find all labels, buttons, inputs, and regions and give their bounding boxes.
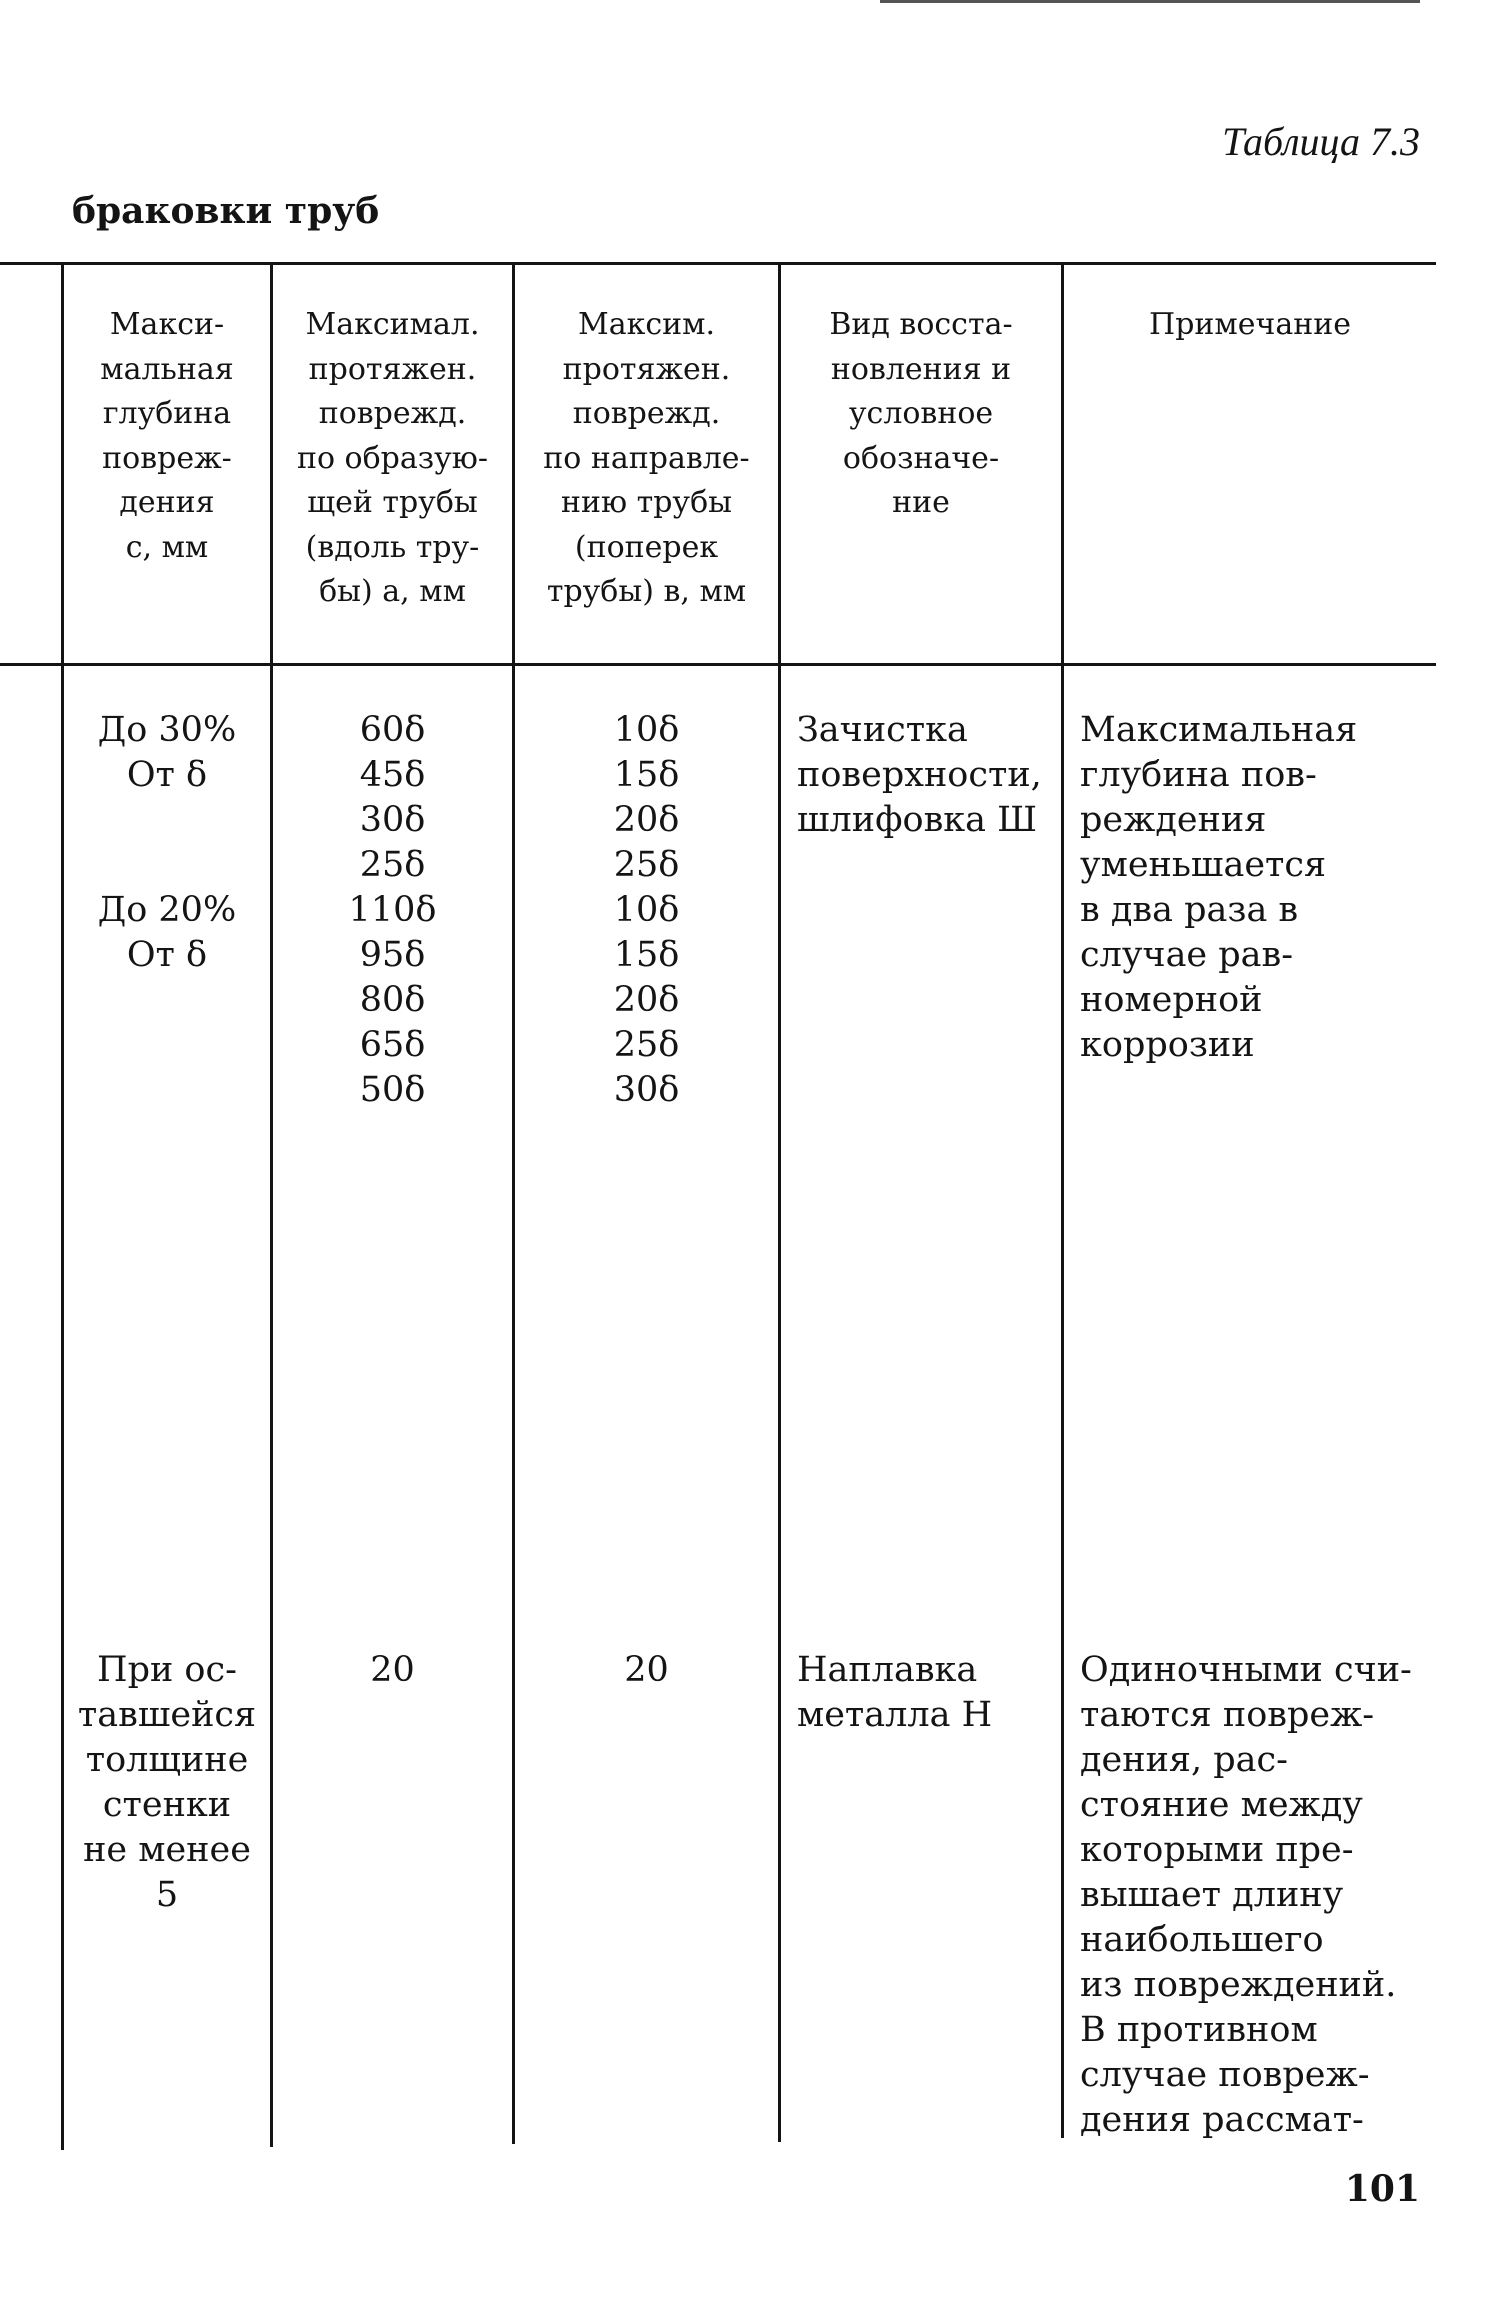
cell-line: 15δ [613, 755, 680, 795]
cell-line: 20δ [613, 980, 680, 1020]
header-text-line: (вдоль тру- [305, 529, 480, 565]
cell-line: дения рассмат- [1080, 2100, 1364, 2140]
cell-line: случае повреж- [1080, 2055, 1370, 2095]
page-number: 101 [1344, 2168, 1420, 2210]
row2-along [273, 1648, 512, 1693]
table-heading: браковки труб [72, 190, 380, 232]
cell-line: 30δ [613, 1070, 680, 1110]
cell-line: 20 [624, 1650, 669, 1690]
cell-line: стояние между [1080, 1785, 1363, 1825]
cell-line: не менее [83, 1830, 251, 1870]
table-top-rule [0, 262, 1436, 265]
row1-repair [797, 708, 1061, 843]
header-text-line: условное [848, 396, 994, 431]
cell-line: металла Н [797, 1695, 993, 1735]
cell-line: 45δ [359, 755, 426, 795]
cell-line: которыми пре- [1080, 1830, 1354, 1870]
cell-line: От δ [126, 935, 208, 975]
column-rule-5 [1061, 262, 1064, 2138]
cell-line: толщине [85, 1740, 249, 1780]
cell-line: стенки [102, 1785, 232, 1825]
header-text-line: дения [119, 485, 215, 520]
cell-line: 110δ [348, 890, 437, 930]
cell-line: вышает длину [1080, 1875, 1344, 1915]
row1-note [1080, 708, 1436, 1068]
header-text-line: щей трубы [307, 485, 478, 520]
cell-line: наибольшего [1080, 1920, 1324, 1960]
header-text-line: бы) а, мм [319, 574, 466, 609]
row2-across [515, 1648, 778, 1693]
row1-across [515, 708, 778, 1113]
cell-line: До 30% [97, 710, 237, 750]
cell-line: 50δ [359, 1070, 426, 1110]
header-text-line: Максим. [577, 307, 716, 342]
header-text-line: протяжен. [562, 351, 731, 387]
header-text-line: мальная [100, 351, 234, 387]
cell-line: Одиночными счи- [1080, 1650, 1412, 1690]
cell-line: От δ [126, 755, 208, 795]
header-text-line: Максимал. [305, 307, 480, 342]
header-text-line: трубы) в, мм [546, 574, 747, 609]
header-text-line: Макси- [109, 307, 225, 342]
cell-line: уменьшается [1080, 845, 1327, 885]
cell-line: 15δ [613, 935, 680, 975]
row2-depth [64, 1648, 270, 1918]
header-text-line: (поперек [574, 529, 719, 565]
header-text-line: новления и [830, 351, 1012, 387]
cell-line: Максимальная [1080, 710, 1358, 750]
cell-line: реждения [1080, 800, 1267, 840]
cell-line: тавшейся [77, 1695, 257, 1735]
header-text-line: повреж- [102, 440, 232, 476]
header-text-line: по направле- [543, 440, 750, 476]
header-text-line: Вид восста- [829, 307, 1013, 342]
cell-line: 65δ [359, 1025, 426, 1065]
header-repair [781, 303, 1061, 526]
header-text-line: с, мм [125, 529, 209, 565]
column-rule-4 [778, 262, 781, 2142]
top-rule [880, 0, 1420, 3]
cell-line: таются повреж- [1080, 1695, 1375, 1735]
cell-line: Наплавка [797, 1650, 978, 1690]
header-text-line: Примечание [1149, 307, 1351, 342]
cell-line: номерной [1080, 980, 1263, 1020]
row2-repair [797, 1648, 1061, 1738]
row1-depth [64, 708, 270, 978]
header-text-line: поврежд. [318, 396, 467, 431]
cell-line: 25δ [613, 845, 680, 885]
cell-line: случае рав- [1080, 935, 1294, 975]
cell-line: 60δ [359, 710, 426, 750]
cell-spacer [64, 843, 270, 888]
cell-line: При ос- [97, 1650, 237, 1690]
cell-line: Зачистка [797, 710, 968, 750]
cell-line: коррозии [1080, 1025, 1255, 1065]
header-across [515, 303, 778, 615]
cell-line: 30δ [359, 800, 426, 840]
header-text-line: глубина [102, 396, 232, 431]
cell-line: В противном [1080, 2010, 1318, 2050]
cell-line: 80δ [359, 980, 426, 1020]
cell-line: глубина пов- [1080, 755, 1317, 795]
header-text-line: обозначе- [842, 440, 1000, 476]
header-bottom-rule [0, 663, 1436, 666]
cell-spacer [64, 798, 270, 843]
cell-line: дения, рас- [1080, 1740, 1288, 1780]
cell-line: поверхности, [797, 755, 1042, 795]
cell-line: 20δ [613, 800, 680, 840]
row1-along [273, 708, 512, 1113]
header-depth [64, 303, 270, 570]
cell-line: в два раза в [1080, 890, 1299, 930]
cell-line: 25δ [613, 1025, 680, 1065]
cell-line: из повреждений. [1080, 1965, 1397, 2005]
cell-line: 95δ [359, 935, 426, 975]
header-note [1064, 303, 1436, 348]
header-text-line: поврежд. [572, 396, 721, 431]
cell-line: шлифовка Ш [797, 800, 1038, 840]
cell-line: До 20% [97, 890, 237, 930]
cell-line: 10δ [613, 710, 680, 750]
cell-line: 20 [370, 1650, 415, 1690]
table-label: Таблица 7.3 [1222, 119, 1420, 164]
header-text-line: протяжен. [308, 351, 477, 387]
header-text-line: ние [892, 485, 950, 520]
cell-line: 5 [155, 1875, 179, 1915]
header-text-line: нию трубы [560, 485, 733, 520]
header-along [273, 303, 512, 615]
header-text-line: по образую- [296, 440, 489, 476]
cell-line: 10δ [613, 890, 680, 930]
cell-line: 25δ [359, 845, 426, 885]
row2-note [1080, 1648, 1436, 2143]
